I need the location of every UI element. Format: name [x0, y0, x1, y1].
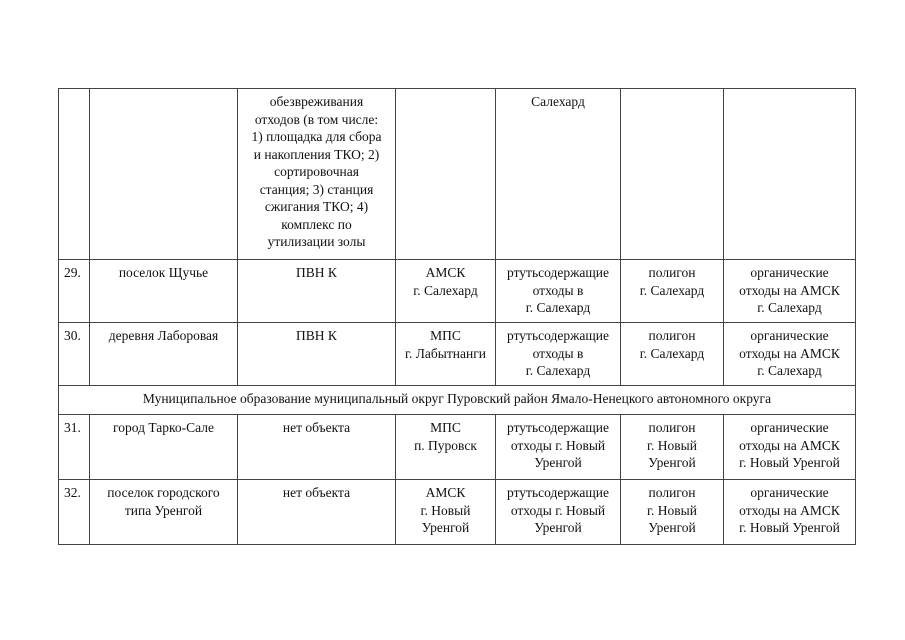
- section-header-row: [59, 386, 856, 415]
- cell-landfill: полигон г. Новый Уренгой: [621, 415, 724, 480]
- cell-hazard: ртутьсодержащие отходы в г. Салехард: [496, 323, 621, 386]
- waste-facilities-table: [58, 88, 856, 545]
- cell-site: МПС п. Пуровск: [396, 415, 496, 480]
- cell-landfill: полигон г. Салехард: [621, 260, 724, 323]
- cell-facility: ПВН К: [238, 260, 396, 323]
- cell-site: АМСК г. Салехард: [396, 260, 496, 323]
- cell-facility: обезвреживания отходов (в том числе: 1) площадка для сбора и накопления ТКО; 2) сортировочная станция; 3) станция сжигания ТКО; 4) комплекс по утилизации золы: [238, 89, 396, 260]
- cell-organic: органические отходы на АМСК г. Новый Уренгой: [724, 480, 856, 545]
- cell-facility: нет объекта: [238, 480, 396, 545]
- cell-settlement: деревня Лаборовая: [90, 323, 238, 386]
- cell-hazard: Салехард: [496, 89, 621, 260]
- table-row: [59, 323, 856, 386]
- table-row-continuation: [59, 89, 856, 260]
- cell-site: МПС г. Лабытнанги: [396, 323, 496, 386]
- cell-landfill: полигон г. Новый Уренгой: [621, 480, 724, 545]
- cell-hazard: ртутьсодержащие отходы г. Новый Уренгой: [496, 480, 621, 545]
- cell-facility: нет объекта: [238, 415, 396, 480]
- cell-organic: органические отходы на АМСК г. Салехард: [724, 260, 856, 323]
- cell-site: [396, 89, 496, 260]
- cell-num: 29.: [59, 260, 90, 323]
- cell-settlement: [90, 89, 238, 260]
- cell-facility: ПВН К: [238, 323, 396, 386]
- cell-organic: [724, 89, 856, 260]
- cell-settlement: поселок городского типа Уренгой: [90, 480, 238, 545]
- table-row: [59, 415, 856, 480]
- cell-hazard: ртутьсодержащие отходы г. Новый Уренгой: [496, 415, 621, 480]
- table-row: [59, 480, 856, 545]
- section-header: Муниципальное образование муниципальный округ Пуровский район Ямало-Ненецкого автономного округа: [59, 386, 856, 415]
- cell-organic: органические отходы на АМСК г. Новый Уренгой: [724, 415, 856, 480]
- cell-landfill: полигон г. Салехард: [621, 323, 724, 386]
- cell-num: 32.: [59, 480, 90, 545]
- cell-num: [59, 89, 90, 260]
- cell-num: 31.: [59, 415, 90, 480]
- cell-hazard: ртутьсодержащие отходы в г. Салехард: [496, 260, 621, 323]
- table-row: [59, 260, 856, 323]
- cell-organic: органические отходы на АМСК г. Салехард: [724, 323, 856, 386]
- cell-site: АМСК г. Новый Уренгой: [396, 480, 496, 545]
- cell-num: 30.: [59, 323, 90, 386]
- cell-landfill: [621, 89, 724, 260]
- cell-settlement: поселок Щучье: [90, 260, 238, 323]
- cell-settlement: город Тарко-Сале: [90, 415, 238, 480]
